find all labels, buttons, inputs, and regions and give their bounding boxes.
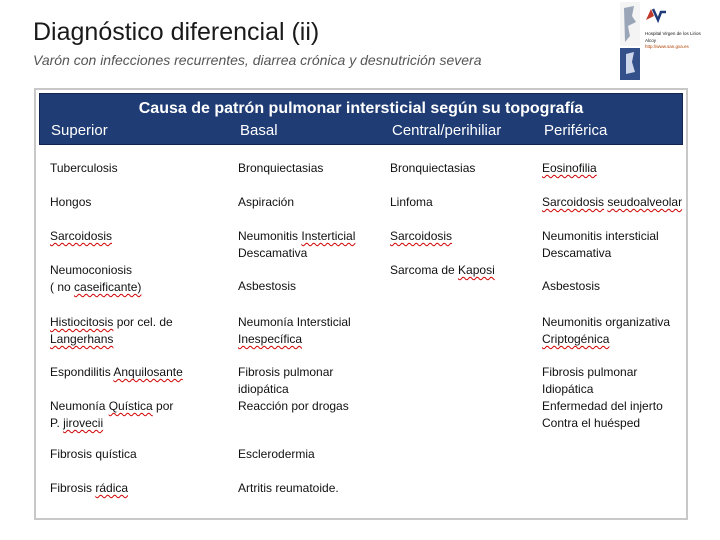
table-cell: Neumonitis Insterticial Descamativa <box>238 229 356 260</box>
hospital-emblem-icon <box>620 2 640 80</box>
table-cell: Esclerodermia <box>238 447 315 461</box>
slide-subtitle: Varón con infecciones recurrentes, diarrea crónica y desnutrición severa <box>33 52 482 68</box>
table-cell: Sarcoidosis <box>50 229 113 243</box>
table-cell: Espondilitis Anquilosante <box>50 365 183 379</box>
table-cell: Eosinofilia <box>542 161 597 175</box>
table-cell: Aspiración <box>238 195 295 209</box>
table-title: Causa de patrón pulmonar intersticial según su topografía <box>138 100 584 117</box>
hospital-url: http://www.san.gva.es <box>645 44 689 49</box>
column-header-periferica: Periférica <box>544 122 608 139</box>
table-cell: Fibrosis pulmonar idiopática <box>238 365 334 396</box>
table-cell: Fibrosis quística <box>50 447 137 461</box>
differential-table <box>34 88 688 520</box>
table-cell: Artritis reumatoide. <box>238 481 339 495</box>
hospital-name: Hospital Virgen de los Lirios Alcoy <box>645 31 701 43</box>
table-cell: Hongos <box>50 195 92 209</box>
table-cell: Asbestosis <box>542 279 601 293</box>
table-cell: Bronquiectasias <box>390 161 476 175</box>
column-header-superior: Superior <box>51 122 108 139</box>
table-cell: Neumonía Intersticial Inespecífica <box>238 315 351 346</box>
table-cell: Asbestosis <box>238 279 297 293</box>
table-cell: Sarcoma de Kaposi <box>390 263 495 277</box>
table-cell: Linfoma <box>390 195 433 209</box>
column-header-basal: Basal <box>240 122 278 139</box>
table-header <box>39 93 683 145</box>
table-cell: Fibrosis rádica <box>50 481 129 495</box>
table-cell: Sarcoidosis <box>390 229 453 243</box>
slide-title: Diagnóstico diferencial (ii) <box>33 18 320 46</box>
table-cell: Tuberculosis <box>50 161 118 175</box>
table-cell: Reacción por drogas <box>238 399 349 413</box>
table-cell: Fibrosis pulmonar Idiopática <box>542 365 638 396</box>
table-cell: Neumoconiosis ( no caseificante) <box>50 263 142 294</box>
hospital-logo-icon <box>645 6 667 24</box>
table-cell: Sarcoidosis seudoalveolar <box>542 195 683 209</box>
column-header-central: Central/perihiliar <box>392 122 502 139</box>
table-cell: Enfermedad del injerto Contra el huésped <box>542 399 663 430</box>
table-cell: Neumonitis organizativa Criptogénica <box>542 315 671 346</box>
table-cell: Bronquiectasias <box>238 161 324 175</box>
table-cell: Neumonía Quística por P. jirovecii <box>50 399 174 430</box>
table-cell: Histiocitosis por cel. de Langerhans <box>50 315 173 346</box>
table-cell: Neumonitis intersticial Descamativa <box>542 229 659 260</box>
